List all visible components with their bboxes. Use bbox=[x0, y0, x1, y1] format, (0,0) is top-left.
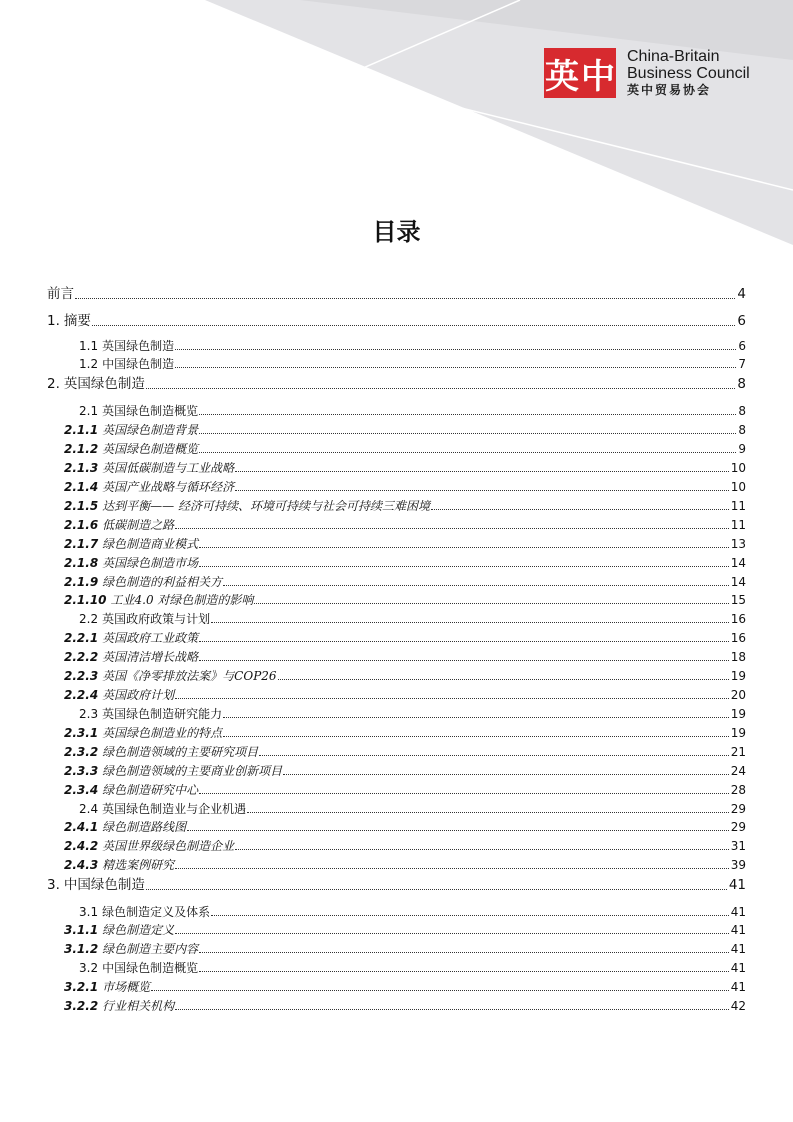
toc-dot-leader bbox=[151, 989, 729, 991]
toc-entry-page: 41 bbox=[728, 877, 746, 893]
toc-entry[interactable] bbox=[47, 764, 746, 778]
toc-entry[interactable] bbox=[47, 404, 746, 418]
toc-entry-number: 1.2 bbox=[79, 357, 99, 371]
toc-entry-title: 英国绿色制造业与企业机遇 bbox=[102, 802, 247, 816]
toc-entry-title: 市场概览 bbox=[102, 980, 151, 994]
toc-entry-page: 18 bbox=[730, 650, 746, 664]
toc-entry-title: 绿色制造领域的主要商业创新项目 bbox=[102, 764, 283, 778]
toc-entry[interactable] bbox=[47, 461, 746, 475]
toc-entry[interactable] bbox=[47, 726, 746, 740]
toc-entry-title: 英国绿色制造概览 bbox=[102, 442, 199, 456]
toc-entry[interactable] bbox=[47, 612, 746, 626]
toc-entry-title: 英国世界级绿色制造企业 bbox=[102, 839, 235, 853]
toc-entry-number: 2.1.10 bbox=[64, 593, 107, 607]
toc-entry-number: 2.3.1 bbox=[64, 726, 99, 740]
toc-entry-page: 41 bbox=[730, 961, 746, 975]
toc-entry[interactable] bbox=[47, 858, 746, 872]
toc-entry-page: 11 bbox=[730, 499, 746, 513]
toc-entry-page: 31 bbox=[730, 839, 746, 853]
toc-entry-page: 42 bbox=[730, 999, 746, 1013]
toc-dot-leader bbox=[223, 584, 729, 586]
toc-entry-page: 16 bbox=[730, 612, 746, 626]
toc-entry-title: 精选案例研究 bbox=[102, 858, 175, 872]
toc-entry-page: 4 bbox=[737, 286, 746, 302]
toc-entry[interactable] bbox=[47, 480, 746, 494]
toc-entry-number: 2.4.2 bbox=[64, 839, 99, 853]
toc-entry-number: 2.1.7 bbox=[64, 537, 99, 551]
toc-entry-title: 绿色制造领域的主要研究项目 bbox=[102, 745, 259, 759]
toc-entry-title: 绿色制造定义 bbox=[102, 923, 175, 937]
cbbc-logo bbox=[544, 48, 750, 98]
toc-entry-title: 前言 bbox=[47, 286, 74, 302]
toc-entry-page: 13 bbox=[730, 537, 746, 551]
toc-entry[interactable] bbox=[47, 518, 746, 532]
toc-entry-number: 3.1.2 bbox=[64, 942, 99, 956]
toc-entry-title: 绿色制造研究中心 bbox=[102, 783, 199, 797]
toc-entry[interactable] bbox=[47, 877, 746, 893]
toc-dot-leader bbox=[199, 659, 729, 661]
toc-entry-page: 6 bbox=[738, 339, 746, 353]
toc-entry-page: 20 bbox=[730, 688, 746, 702]
toc-entry-number: 3.1.1 bbox=[64, 923, 99, 937]
toc-entry[interactable] bbox=[47, 923, 746, 937]
toc-dot-leader bbox=[199, 546, 729, 548]
page-title: 目录 bbox=[372, 218, 421, 246]
toc-dot-leader bbox=[199, 951, 729, 953]
toc-dot-leader bbox=[199, 413, 736, 415]
toc-entry-number: 2.4.1 bbox=[64, 820, 99, 834]
toc-entry-page: 6 bbox=[737, 313, 746, 329]
toc-entry-number: 2.1.5 bbox=[64, 499, 99, 513]
toc-entry-page: 24 bbox=[730, 764, 746, 778]
toc-entry-title: 达到平衡—— 经济可持续、环境可持续与社会可持续三难困境 bbox=[102, 499, 430, 513]
toc-dot-leader bbox=[146, 888, 727, 890]
toc-entry-number: 1. bbox=[47, 313, 60, 329]
toc-dot-leader bbox=[175, 1008, 729, 1010]
toc-dot-leader bbox=[175, 366, 736, 368]
toc-dot-leader bbox=[175, 348, 736, 350]
toc-dot-leader bbox=[254, 602, 728, 604]
toc-dot-leader bbox=[187, 829, 729, 831]
toc-entry-page: 39 bbox=[730, 858, 746, 872]
toc-entry-title: 绿色制造的利益相关方 bbox=[102, 575, 223, 589]
toc-dot-leader bbox=[199, 451, 736, 453]
toc-entry-title: 行业相关机构 bbox=[102, 999, 175, 1013]
toc-entry-title: 工业4.0 对绿色制造的影响 bbox=[110, 593, 254, 607]
toc-entry-number: 1.1 bbox=[79, 339, 99, 353]
toc-entry-number: 2.4 bbox=[79, 802, 99, 816]
toc-dot-leader bbox=[146, 387, 736, 389]
toc-entry[interactable] bbox=[47, 631, 746, 645]
toc-entry[interactable] bbox=[47, 820, 746, 834]
toc-entry-title: 低碳制造之路 bbox=[102, 518, 175, 532]
toc-entry-title: 英国产业战略与循环经济 bbox=[102, 480, 235, 494]
toc-entry-title: 摘要 bbox=[63, 313, 91, 329]
toc-dot-leader bbox=[259, 754, 729, 756]
toc-entry-number: 2.1.6 bbox=[64, 518, 99, 532]
toc-entry-title: 英国《净零排放法案》与COP26 bbox=[102, 669, 277, 683]
toc-entry-page: 21 bbox=[730, 745, 746, 759]
toc-entry[interactable] bbox=[47, 499, 746, 513]
toc-entry-title: 绿色制造定义及体系 bbox=[102, 905, 211, 919]
toc-entry-page: 16 bbox=[730, 631, 746, 645]
toc-entry[interactable] bbox=[47, 313, 746, 329]
toc-entry-number: 3. bbox=[47, 877, 60, 893]
toc-entry-title: 英国政府工业政策 bbox=[102, 631, 199, 645]
toc-entry-page: 7 bbox=[738, 357, 746, 371]
toc-entry-number: 2. bbox=[47, 376, 60, 392]
toc-entry-page: 8 bbox=[737, 376, 746, 392]
toc-entry-number: 2.1.8 bbox=[64, 556, 99, 570]
toc-entry[interactable] bbox=[47, 423, 746, 437]
toc-entry-title: 英国绿色制造背景 bbox=[102, 423, 199, 437]
toc-dot-leader bbox=[199, 792, 729, 794]
toc-dot-leader bbox=[75, 297, 735, 299]
toc-entry[interactable] bbox=[47, 839, 746, 853]
toc-entry-number: 2.1 bbox=[79, 404, 99, 418]
toc-entry[interactable] bbox=[47, 961, 746, 975]
toc-dot-leader bbox=[175, 867, 729, 869]
toc-entry-page: 14 bbox=[730, 556, 746, 570]
toc-dot-leader bbox=[199, 565, 729, 567]
toc-entry-number: 2.1.2 bbox=[64, 442, 99, 456]
toc-entry-number: 2.1.4 bbox=[64, 480, 99, 494]
toc-dot-leader bbox=[175, 697, 729, 699]
toc-entry[interactable] bbox=[47, 357, 746, 371]
toc-entry[interactable] bbox=[47, 802, 746, 816]
toc-entry-page: 41 bbox=[730, 980, 746, 994]
toc-entry-title: 英国政府计划 bbox=[102, 688, 175, 702]
toc-entry-title: 中国绿色制造 bbox=[102, 357, 175, 371]
toc-entry-number: 2.2 bbox=[79, 612, 99, 626]
logo-text bbox=[627, 49, 750, 98]
toc-entry-number: 2.3.2 bbox=[64, 745, 99, 759]
toc-dot-leader bbox=[235, 489, 729, 491]
toc-entry[interactable] bbox=[47, 286, 746, 302]
toc-entry-title: 绿色制造路线图 bbox=[102, 820, 187, 834]
logo-line2: Business Council bbox=[627, 64, 750, 82]
toc-dot-leader bbox=[283, 773, 729, 775]
logo-mark bbox=[544, 48, 616, 98]
toc-entry[interactable] bbox=[47, 556, 746, 570]
toc-entry-number: 2.1.3 bbox=[64, 461, 99, 475]
toc-entry-title: 英国绿色制造 bbox=[102, 339, 175, 353]
toc-entry-title: 绿色制造商业模式 bbox=[102, 537, 199, 551]
toc-entry-title: 英国清洁增长战略 bbox=[102, 650, 199, 664]
toc-entry[interactable] bbox=[47, 980, 746, 994]
toc-entry-title: 英国绿色制造 bbox=[63, 376, 145, 392]
toc-entry-page: 8 bbox=[738, 404, 746, 418]
toc-entry[interactable] bbox=[47, 707, 746, 721]
toc-entry-page: 10 bbox=[730, 461, 746, 475]
toc-entry-number: 2.4.3 bbox=[64, 858, 99, 872]
toc-entry-page: 10 bbox=[730, 480, 746, 494]
toc-dot-leader bbox=[199, 640, 729, 642]
logo-line1: China-Britain bbox=[627, 47, 720, 65]
toc-dot-leader bbox=[175, 527, 729, 529]
toc-entry-number: 3.2 bbox=[79, 961, 99, 975]
toc-entry-number: 3.1 bbox=[79, 905, 99, 919]
toc-dot-leader bbox=[223, 735, 729, 737]
toc-entry-number: 2.1.9 bbox=[64, 575, 99, 589]
toc-entry-page: 41 bbox=[730, 905, 746, 919]
toc-entry[interactable] bbox=[47, 593, 746, 607]
toc-entry-page: 29 bbox=[730, 820, 746, 834]
toc-entry[interactable] bbox=[47, 339, 746, 353]
toc-entry-page: 19 bbox=[730, 707, 746, 721]
toc-entry[interactable] bbox=[47, 688, 746, 702]
toc-entry-page: 15 bbox=[730, 593, 746, 607]
toc-entry-title: 中国绿色制造概览 bbox=[102, 961, 199, 975]
logo-line3: 英中贸易协会 bbox=[627, 82, 712, 97]
toc-dot-leader bbox=[211, 914, 729, 916]
toc-dot-leader bbox=[199, 432, 736, 434]
toc-entry-page: 41 bbox=[730, 942, 746, 956]
toc-dot-leader bbox=[175, 932, 729, 934]
toc-entry[interactable] bbox=[47, 905, 746, 919]
toc-entry[interactable] bbox=[47, 442, 746, 456]
toc-entry-page: 8 bbox=[738, 423, 746, 437]
toc-entry-title: 中国绿色制造 bbox=[63, 877, 145, 893]
toc-dot-leader bbox=[223, 716, 729, 718]
toc-dot-leader bbox=[92, 324, 736, 326]
toc-entry[interactable] bbox=[47, 650, 746, 664]
logo-mark-right: 中 bbox=[581, 56, 615, 97]
toc-dot-leader bbox=[199, 970, 729, 972]
toc-entry-page: 11 bbox=[730, 518, 746, 532]
toc-entry-title: 英国绿色制造业的特点 bbox=[102, 726, 223, 740]
logo-mark-left: 英 bbox=[545, 56, 579, 97]
toc-entry-page: 28 bbox=[730, 783, 746, 797]
toc-dot-leader bbox=[211, 621, 729, 623]
toc-entry[interactable] bbox=[47, 669, 746, 683]
toc-entry-page: 14 bbox=[730, 575, 746, 589]
toc-dot-leader bbox=[278, 678, 729, 680]
toc-entry[interactable] bbox=[47, 999, 746, 1013]
toc-entry[interactable] bbox=[47, 783, 746, 797]
toc-entry-number: 3.2.2 bbox=[64, 999, 99, 1013]
toc-entry-page: 9 bbox=[738, 442, 746, 456]
toc-entry-title: 英国低碳制造与工业战略 bbox=[102, 461, 235, 475]
toc-dot-leader bbox=[431, 508, 729, 510]
toc-dot-leader bbox=[235, 470, 729, 472]
toc-dot-leader bbox=[235, 848, 729, 850]
toc-entry-title: 英国绿色制造研究能力 bbox=[102, 707, 223, 721]
toc-entry-number: 2.3.4 bbox=[64, 783, 99, 797]
toc-dot-leader bbox=[247, 811, 729, 813]
toc-entry-number: 2.2.4 bbox=[64, 688, 99, 702]
toc-entry[interactable] bbox=[47, 537, 746, 551]
toc-entry-page: 29 bbox=[730, 802, 746, 816]
toc-entry-title: 英国绿色制造概览 bbox=[102, 404, 199, 418]
toc-entry-number: 2.1.1 bbox=[64, 423, 99, 437]
toc-entry-page: 41 bbox=[730, 923, 746, 937]
toc-entry-page: 19 bbox=[730, 726, 746, 740]
toc-entry-number: 2.2.1 bbox=[64, 631, 99, 645]
toc-entry-number: 2.3.3 bbox=[64, 764, 99, 778]
toc-entry-number: 2.2.2 bbox=[64, 650, 99, 664]
toc-entry-page: 19 bbox=[730, 669, 746, 683]
toc-entry[interactable] bbox=[47, 745, 746, 759]
toc-entry[interactable] bbox=[47, 942, 746, 956]
toc-entry-number: 2.2.3 bbox=[64, 669, 99, 683]
toc-entry-number: 3.2.1 bbox=[64, 980, 99, 994]
toc-entry-title: 绿色制造主要内容 bbox=[102, 942, 199, 956]
toc-entry[interactable] bbox=[47, 575, 746, 589]
toc-entry-title: 英国绿色制造市场 bbox=[102, 556, 199, 570]
toc-entry[interactable] bbox=[47, 376, 746, 392]
toc-entry-number: 2.3 bbox=[79, 707, 99, 721]
toc-entry-title: 英国政府政策与计划 bbox=[102, 612, 211, 626]
